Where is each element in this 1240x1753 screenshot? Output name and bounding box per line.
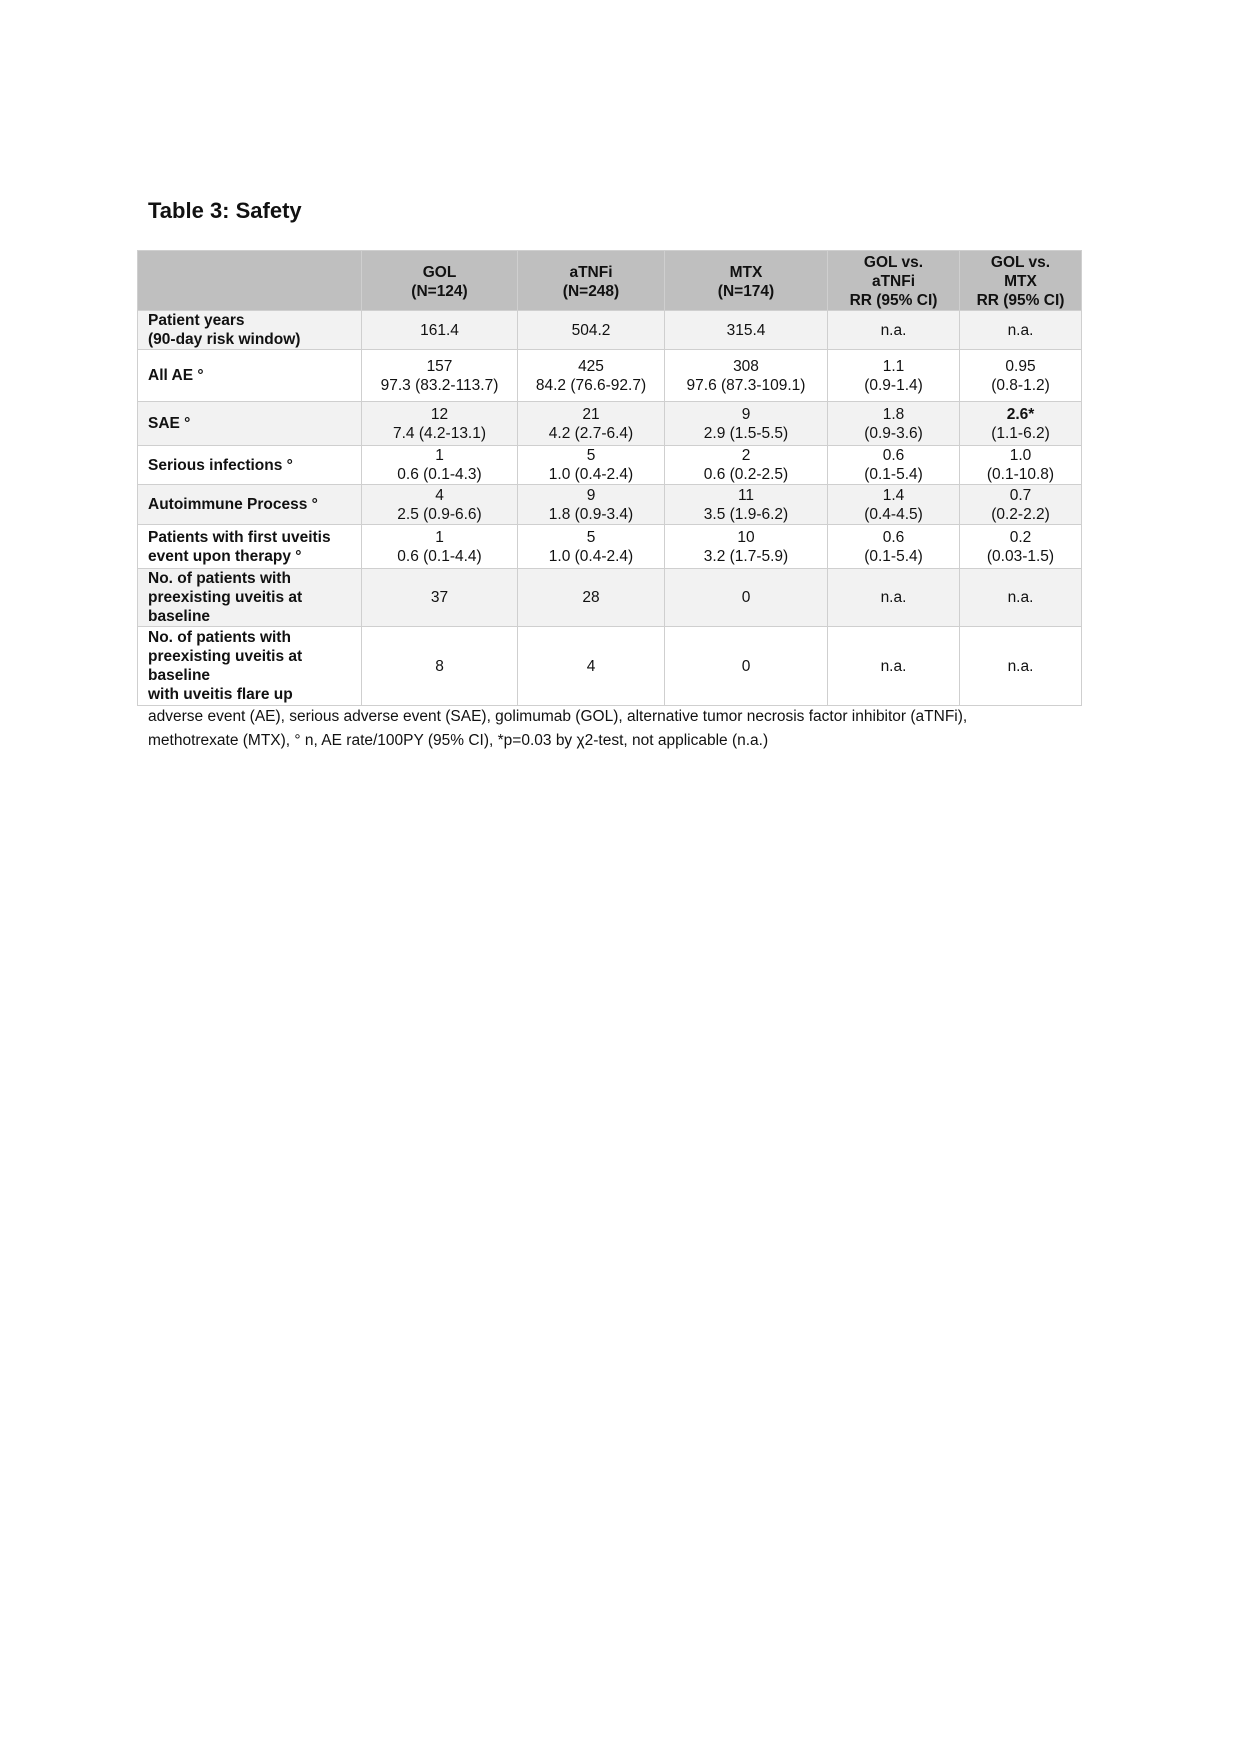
cell-ci: 97.6 (87.3-109.1) bbox=[686, 376, 806, 394]
cell-ci: 4.2 (2.7-6.4) bbox=[548, 424, 634, 442]
cell-value: 21 bbox=[582, 405, 600, 423]
cell-value: 12 bbox=[430, 405, 449, 423]
row-label bbox=[138, 311, 362, 350]
table-cell bbox=[362, 446, 518, 485]
table-cell bbox=[518, 525, 665, 569]
table-cell bbox=[518, 446, 665, 485]
cell-value: 4 bbox=[435, 486, 444, 504]
header-cell-gol-vs-atnfi bbox=[828, 251, 960, 311]
row-label-line: baseline bbox=[148, 608, 211, 625]
table-cell bbox=[828, 627, 960, 706]
cell-value: 0 bbox=[741, 657, 751, 675]
table-row bbox=[138, 446, 1082, 485]
cell-value: 0.6 bbox=[882, 528, 905, 546]
row-label bbox=[138, 569, 362, 627]
table-row bbox=[138, 569, 1082, 627]
header-line: MTX bbox=[729, 263, 763, 281]
cell-value: 37 bbox=[430, 589, 449, 606]
cell-ci: 2.5 (0.9-6.6) bbox=[397, 505, 482, 523]
row-label-line: baseline bbox=[148, 667, 211, 684]
header-row bbox=[138, 251, 1082, 311]
cell-value: 308 bbox=[733, 357, 759, 375]
header-line: aTNFi bbox=[871, 273, 916, 290]
header-cell-mtx bbox=[665, 251, 828, 311]
cell-value: 9 bbox=[586, 486, 596, 504]
table-cell bbox=[362, 402, 518, 446]
cell-ci: 7.4 (4.2-13.1) bbox=[392, 424, 487, 442]
cell-value: 1 bbox=[435, 447, 444, 464]
row-label-line: No. of patients with bbox=[148, 629, 291, 646]
table-row bbox=[138, 525, 1082, 569]
table-cell bbox=[518, 485, 665, 525]
table-cell bbox=[665, 402, 828, 446]
cell-value: 0.2 bbox=[1009, 528, 1032, 546]
cell-value: 157 bbox=[426, 357, 453, 375]
table-cell bbox=[828, 402, 960, 446]
header-line: (N=174) bbox=[717, 282, 775, 300]
cell-ci: 2.9 (1.5-5.5) bbox=[703, 424, 789, 442]
header-line: (N=248) bbox=[562, 282, 620, 300]
header-line: (N=124) bbox=[411, 282, 468, 300]
table-cell bbox=[828, 311, 960, 350]
table-cell bbox=[518, 311, 665, 350]
cell-value: 9 bbox=[741, 405, 751, 423]
footnote-line: methotrexate (MTX), ° n, AE rate/100PY (95% CI), *p=0.03 by χ2-test, not applicable (n.a.) bbox=[148, 732, 769, 749]
row-label-line: All AE ° bbox=[148, 367, 204, 384]
cell-value: n.a. bbox=[1007, 657, 1034, 675]
row-label-line: Autoimmune Process ° bbox=[148, 496, 318, 513]
row-label bbox=[138, 525, 362, 569]
cell-ci: 1.8 (0.9-3.4) bbox=[548, 505, 634, 523]
cell-value: 28 bbox=[582, 589, 600, 606]
table-cell bbox=[828, 446, 960, 485]
row-label bbox=[138, 446, 362, 485]
table-cell bbox=[960, 525, 1082, 569]
table-cell bbox=[665, 311, 828, 350]
cell-value: 1.0 bbox=[1009, 447, 1032, 464]
cell-value: 5 bbox=[586, 528, 596, 546]
header-line: RR (95% CI) bbox=[976, 292, 1065, 309]
cell-ci: (0.1-10.8) bbox=[986, 466, 1055, 483]
row-label bbox=[138, 485, 362, 525]
row-label-line: No. of patients with bbox=[148, 570, 291, 587]
cell-value: 5 bbox=[586, 447, 596, 464]
cell-value: 11 bbox=[737, 486, 755, 504]
cell-ci: 84.2 (76.6-92.7) bbox=[535, 376, 647, 394]
row-label bbox=[138, 627, 362, 706]
cell-ci: 0.6 (0.1-4.3) bbox=[397, 466, 482, 483]
table-cell bbox=[960, 311, 1082, 350]
cell-value: 2 bbox=[741, 447, 751, 464]
table-cell bbox=[362, 485, 518, 525]
table-cell bbox=[362, 525, 518, 569]
table-row bbox=[138, 485, 1082, 525]
cell-ci: (0.2-2.2) bbox=[991, 505, 1050, 523]
table-cell bbox=[362, 569, 518, 627]
row-label-line: Serious infections ° bbox=[148, 456, 293, 474]
table-title: Table 3: Safety bbox=[148, 198, 302, 223]
row-label bbox=[138, 350, 362, 402]
cell-value: n.a. bbox=[880, 589, 907, 606]
table-cell bbox=[828, 350, 960, 402]
table-cell bbox=[665, 485, 828, 525]
row-label bbox=[138, 402, 362, 446]
cell-ci: (0.03-1.5) bbox=[986, 547, 1055, 565]
cell-ci: 0.6 (0.1-4.4) bbox=[397, 547, 482, 565]
cell-ci: 1.0 (0.4-2.4) bbox=[548, 547, 634, 565]
table-cell bbox=[960, 402, 1082, 446]
header-cell-gol bbox=[362, 251, 518, 311]
header-cell-label bbox=[138, 251, 362, 311]
table-cell bbox=[518, 350, 665, 402]
row-label-line: Patients with first uveitis bbox=[148, 528, 331, 546]
table-cell bbox=[518, 627, 665, 706]
table-cell bbox=[828, 569, 960, 627]
safety-table bbox=[137, 250, 1082, 706]
table-cell bbox=[665, 446, 828, 485]
table-cell bbox=[518, 402, 665, 446]
table-cell bbox=[960, 627, 1082, 706]
cell-value: 1.4 bbox=[882, 486, 905, 504]
cell-ci: 97.3 (83.2-113.7) bbox=[380, 376, 499, 394]
table-row bbox=[138, 311, 1082, 350]
table-cell bbox=[518, 569, 665, 627]
cell-value: 425 bbox=[578, 357, 604, 375]
row-label-line: (90-day risk window) bbox=[148, 331, 301, 348]
table-footnote bbox=[148, 705, 1078, 753]
table-cell bbox=[665, 525, 828, 569]
table-cell bbox=[960, 485, 1082, 525]
table-cell bbox=[665, 569, 828, 627]
table-cell bbox=[828, 525, 960, 569]
table-cell bbox=[665, 627, 828, 706]
header-line: MTX bbox=[1004, 273, 1037, 290]
cell-value: 1.1 bbox=[882, 357, 905, 375]
header-cell-atnfi bbox=[518, 251, 665, 311]
cell-value: 0.6 bbox=[882, 447, 905, 464]
table-row bbox=[138, 627, 1082, 706]
row-label-line: event upon therapy ° bbox=[148, 547, 302, 565]
row-label-line: with uveitis flare up bbox=[148, 686, 293, 703]
cell-value: 8 bbox=[435, 657, 444, 675]
header-line: aTNFi bbox=[569, 263, 613, 281]
row-label-line: preexisting uveitis at bbox=[148, 589, 303, 606]
cell-ci: 0.6 (0.2-2.5) bbox=[703, 466, 789, 483]
row-label-line: preexisting uveitis at bbox=[148, 648, 303, 665]
cell-value: n.a. bbox=[1007, 589, 1034, 606]
cell-value: 161.4 bbox=[420, 321, 459, 339]
header-line: GOL bbox=[422, 263, 457, 281]
cell-value: 4 bbox=[586, 657, 596, 675]
table-cell bbox=[960, 350, 1082, 402]
header-line: GOL vs. bbox=[863, 254, 924, 271]
cell-value: n.a. bbox=[880, 321, 907, 339]
table-cell bbox=[960, 569, 1082, 627]
cell-ci: (0.9-1.4) bbox=[864, 376, 923, 394]
cell-ci: (0.8-1.2) bbox=[991, 376, 1050, 394]
table-cell bbox=[960, 446, 1082, 485]
cell-ci: (0.4-4.5) bbox=[864, 505, 923, 523]
row-label-line: Patient years bbox=[148, 312, 245, 329]
table-cell bbox=[828, 485, 960, 525]
cell-value: 0.7 bbox=[1009, 486, 1032, 504]
cell-ci: (0.9-3.6) bbox=[864, 424, 923, 442]
cell-value: 10 bbox=[737, 528, 755, 546]
cell-value: n.a. bbox=[880, 657, 907, 675]
table-row bbox=[138, 402, 1082, 446]
table-row bbox=[138, 350, 1082, 402]
table-cell bbox=[362, 350, 518, 402]
cell-ci: 1.0 (0.4-2.4) bbox=[548, 466, 634, 483]
cell-ci: (1.1-6.2) bbox=[991, 424, 1050, 442]
footnote-line: adverse event (AE), serious adverse event (SAE), golimumab (GOL), alternative tumor necrosis factor inhibitor (aTNFi), bbox=[148, 708, 968, 725]
cell-value: n.a. bbox=[1007, 321, 1034, 339]
row-label-line: SAE ° bbox=[148, 415, 191, 432]
cell-value: 1 bbox=[435, 528, 444, 546]
cell-ci: 3.2 (1.7-5.9) bbox=[703, 547, 789, 565]
header-line: GOL vs. bbox=[990, 254, 1051, 271]
table-cell bbox=[665, 350, 828, 402]
table-cell bbox=[362, 311, 518, 350]
cell-ci: (0.1-5.4) bbox=[864, 466, 923, 483]
cell-value-significant: 2.6* bbox=[1006, 405, 1035, 423]
cell-ci: (0.1-5.4) bbox=[864, 547, 923, 565]
cell-value: 1.8 bbox=[882, 405, 905, 423]
cell-value: 0.95 bbox=[1005, 357, 1036, 375]
header-cell-gol-vs-mtx bbox=[960, 251, 1082, 311]
cell-value: 315.4 bbox=[726, 321, 766, 339]
table-cell bbox=[362, 627, 518, 706]
cell-ci: 3.5 (1.9-6.2) bbox=[703, 505, 789, 523]
cell-value: 0 bbox=[741, 589, 751, 606]
cell-value: 504.2 bbox=[571, 321, 611, 339]
header-line: RR (95% CI) bbox=[849, 292, 938, 309]
